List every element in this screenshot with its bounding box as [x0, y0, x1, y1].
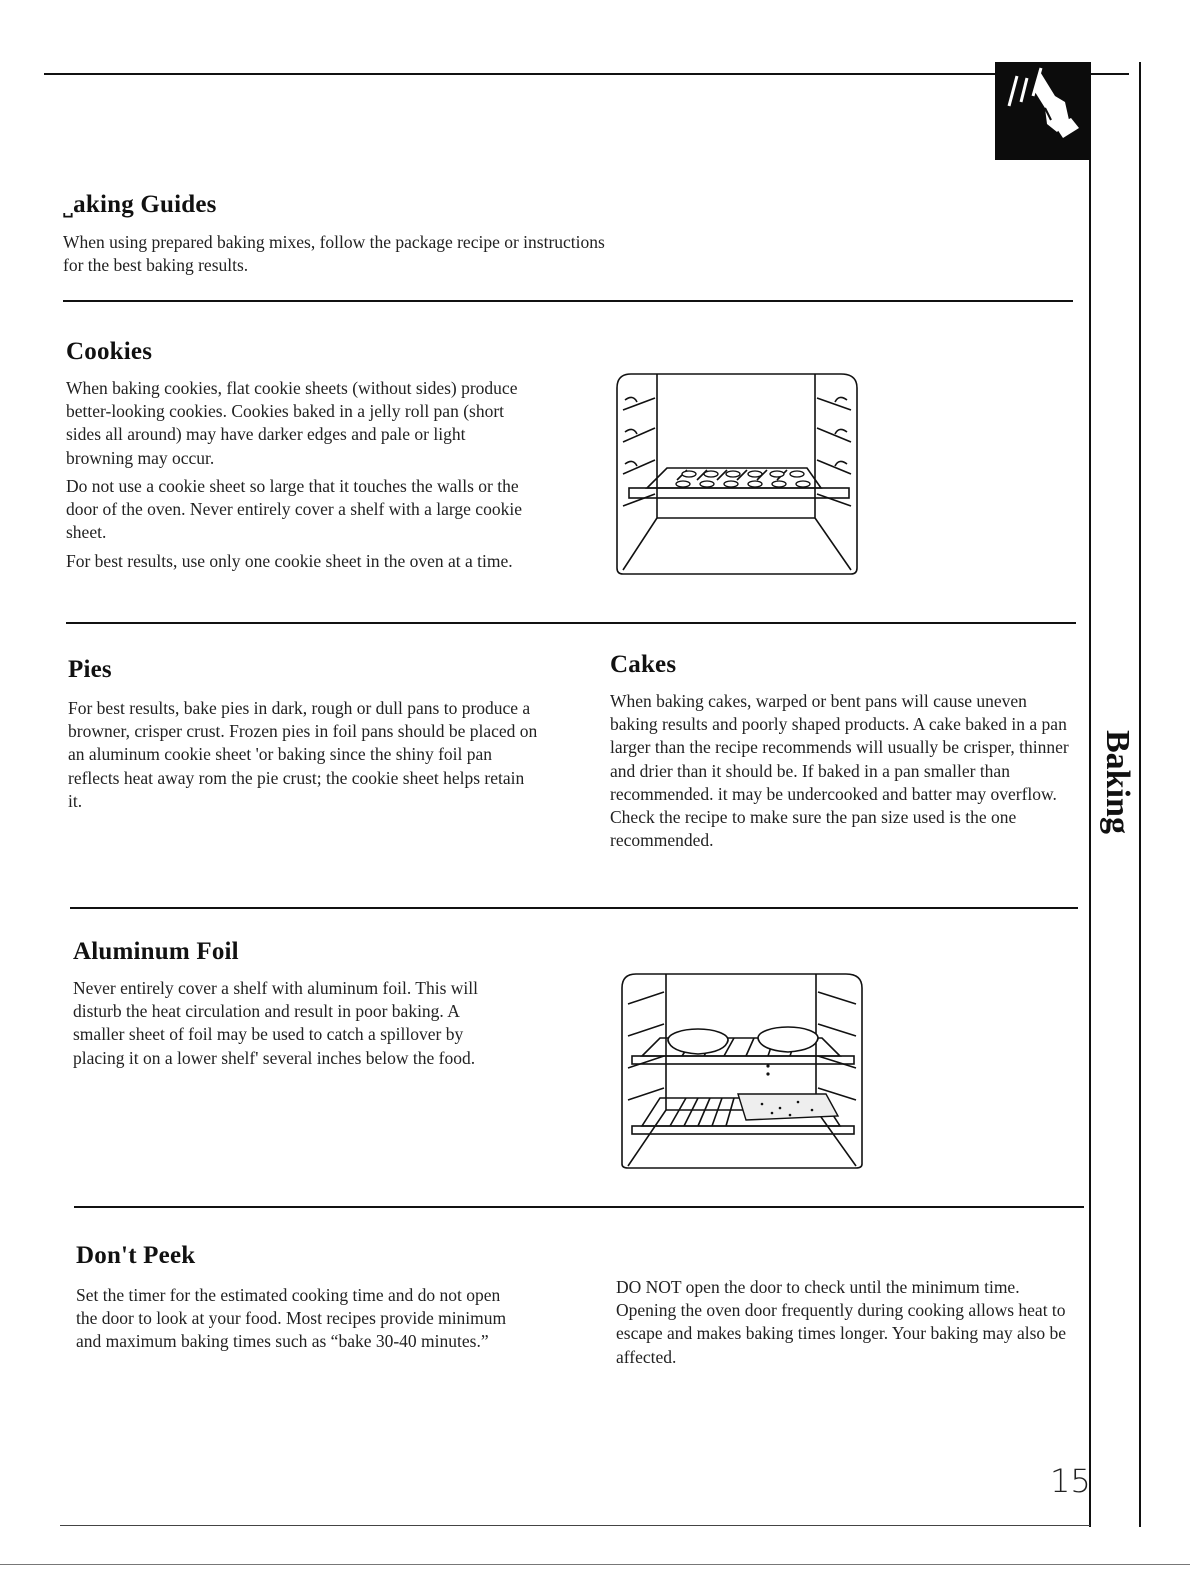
cookies-paragraph-2: Do not use a cookie sheet so large that it touches the walls or the door of the oven. Never entirely cover a shelf with a large cookie sheet.	[66, 476, 522, 543]
pies-title: Pies	[68, 656, 112, 683]
intro-title: ˽aking Guides	[63, 191, 217, 218]
page-number: 15	[1050, 1462, 1091, 1500]
side-tab-rule	[1089, 62, 1091, 1527]
hand-pointer-icon	[995, 62, 1091, 160]
foil-title: Aluminum Foil	[73, 938, 239, 965]
peek-left-text: Set the timer for the estimated cooking time and do not open the door to look at your food. Most recipes provide minimum and maximum baking times such as “bake 30-40 minutes.”	[76, 1285, 507, 1352]
divider-4	[74, 1206, 1084, 1208]
cookies-paragraph-1: When baking cookies, flat cookie sheets (without sides) produce better-looking cookies. Cookies baked in a jelly roll pan (short sides all around) may have darker edges and pale or light browning may occur.	[66, 378, 518, 468]
cakes-text: When baking cakes, warped or bent pans will cause uneven baking results and poorly shaped products. A cake baked in a pan larger than the recipe recommends will usually be crisper, thinner and drier than it should be. If baked in a pan smaller than recommended. it may be undercooked and batter may overflow. Check the recipe to make sure the pan size used is the one recommended.	[610, 691, 1069, 851]
peek-right-text: DO NOT open the door to check until the minimum time. Opening the oven door frequently during cooking allows heat to escape and makes baking times longer. Your baking may also be affected.	[616, 1277, 1067, 1367]
pies-text: For best results, bake pies in dark, rough or dull pans to produce a browner, crisper crust. Frozen pies in foil pans should be placed on an aluminum cookie sheet 'or baking since the shiny foil pan reflects heat away rom the pie crust; the cookie sheet helps retain it.	[68, 698, 538, 811]
divider-2	[66, 622, 1076, 624]
right-edge-rule	[1139, 62, 1141, 1527]
intro-text: When using prepared baking mixes, follow the package recipe or instructions for the best baking results.	[63, 232, 605, 276]
page-edge-rule	[0, 1564, 1190, 1565]
foil-text: Never entirely cover a shelf with aluminum foil. This will disturb the heat circulation and result in poor baking. A smaller sheet of foil may be used to catch a spillover by placing it on a lower shelf' several inches below the food.	[73, 978, 478, 1068]
top-rule	[44, 73, 1129, 75]
peek-title: Don't Peek	[76, 1242, 196, 1269]
oven-foil-illustration	[612, 970, 870, 1172]
cakes-title: Cakes	[610, 651, 677, 678]
bottom-rule	[60, 1525, 1090, 1526]
cookies-title: Cookies	[66, 338, 153, 365]
cookies-paragraph-3: For best results, use only one cookie sheet in the oven at a time.	[66, 551, 513, 571]
oven-cookie-sheet-illustration	[607, 370, 865, 578]
divider-1	[63, 300, 1073, 302]
side-tab-label: Baking	[1099, 730, 1136, 834]
divider-3	[70, 907, 1078, 909]
